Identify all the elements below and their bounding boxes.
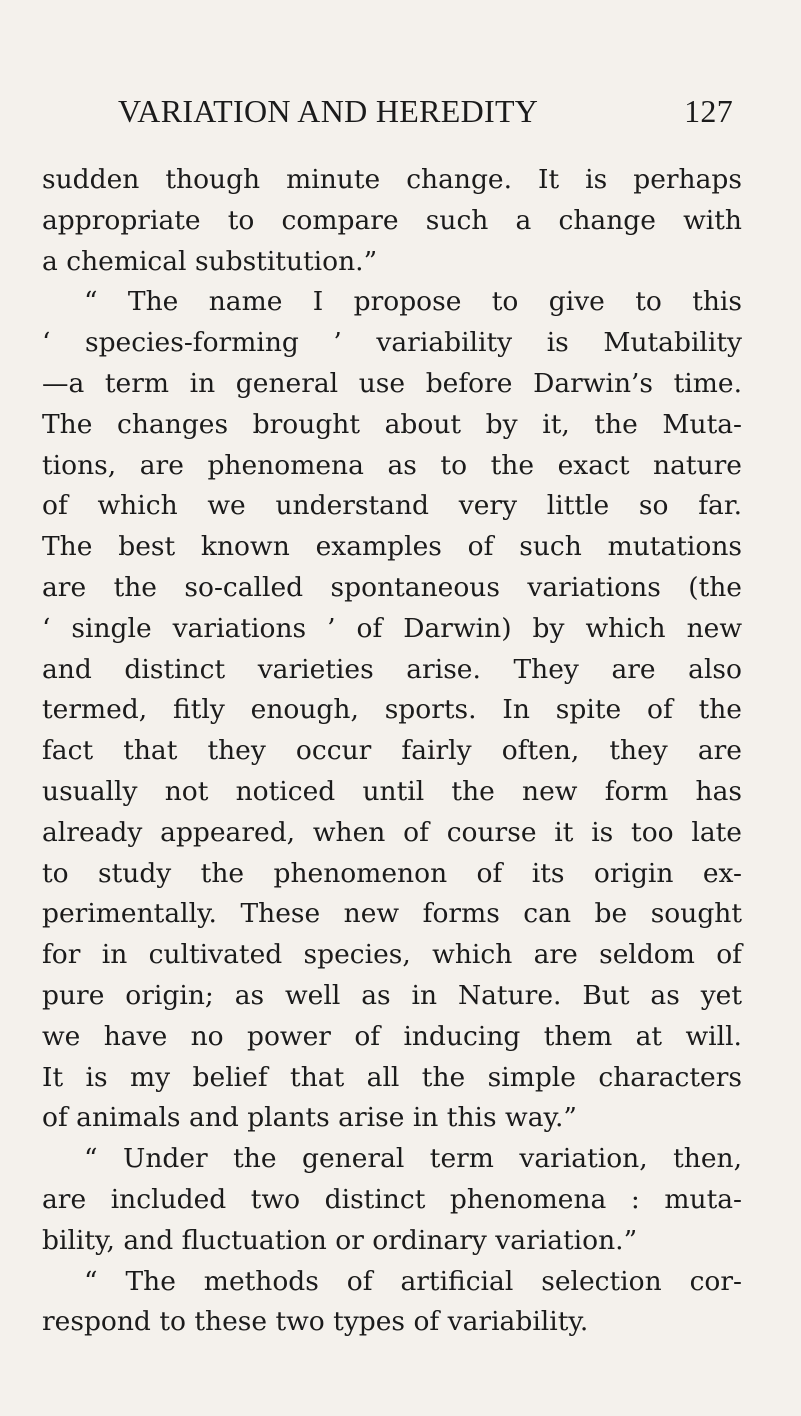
text-line: respond to these two types of variability. xyxy=(42,1306,589,1338)
text-line: It is my belief that all the simple characters xyxy=(42,1061,742,1093)
running-head xyxy=(118,93,733,133)
text-line: The changes brought about by it, the Muta- xyxy=(42,408,742,440)
text-line: of which we understand very little so far. xyxy=(42,490,742,522)
text-line: for in cultivated species, which are seldom of xyxy=(42,939,742,971)
text-line: —a term in general use before Darwin’s time. xyxy=(42,367,742,399)
text-line: are the so-called spontaneous variations (the xyxy=(42,571,742,603)
text-line: bility, and fluctuation or ordinary variation.” xyxy=(42,1224,638,1256)
text-line: already appeared, when of course it is too late xyxy=(42,816,742,848)
text-line: pure origin; as well as in Nature. But as yet xyxy=(42,979,742,1011)
text-line: termed, fitly enough, sports. In spite of the xyxy=(42,694,742,726)
text-line: ‘ species-forming ’ variability is Mutability xyxy=(42,327,742,359)
text-line: usually not noticed until the new form has xyxy=(42,775,742,807)
text-line: of animals and plants arise in this way.” xyxy=(42,1102,577,1134)
text-line: a chemical substitution.” xyxy=(42,245,378,277)
body-text xyxy=(42,160,742,1343)
text-line: “ The methods of artificial selection cor- xyxy=(84,1265,742,1297)
text-line: “ Under the general term variation, then, xyxy=(84,1143,742,1175)
text-line: fact that they occur fairly often, they are xyxy=(42,735,742,767)
text-line: tions, are phenomena as to the exact nature xyxy=(42,449,742,481)
page-number: 127 xyxy=(684,93,733,129)
text-line: ‘ single variations ’ of Darwin) by which new xyxy=(42,612,742,644)
text-line: “ The name I propose to give to this xyxy=(84,286,742,318)
text-line: appropriate to compare such a change with xyxy=(42,204,742,236)
text-line: The best known examples of such mutations xyxy=(42,531,742,563)
running-head-title: VARIATION AND HEREDITY xyxy=(118,93,539,129)
text-line: we have no power of inducing them at will. xyxy=(42,1020,742,1052)
text-line: sudden though minute change. It is perhaps xyxy=(42,164,742,195)
text-line: and distinct varieties arise. They are also xyxy=(42,653,742,685)
text-line: to study the phenomenon of its origin ex- xyxy=(42,857,742,889)
text-line: perimentally. These new forms can be sought xyxy=(42,898,742,930)
text-line: are included two distinct phenomena : muta- xyxy=(42,1183,742,1215)
